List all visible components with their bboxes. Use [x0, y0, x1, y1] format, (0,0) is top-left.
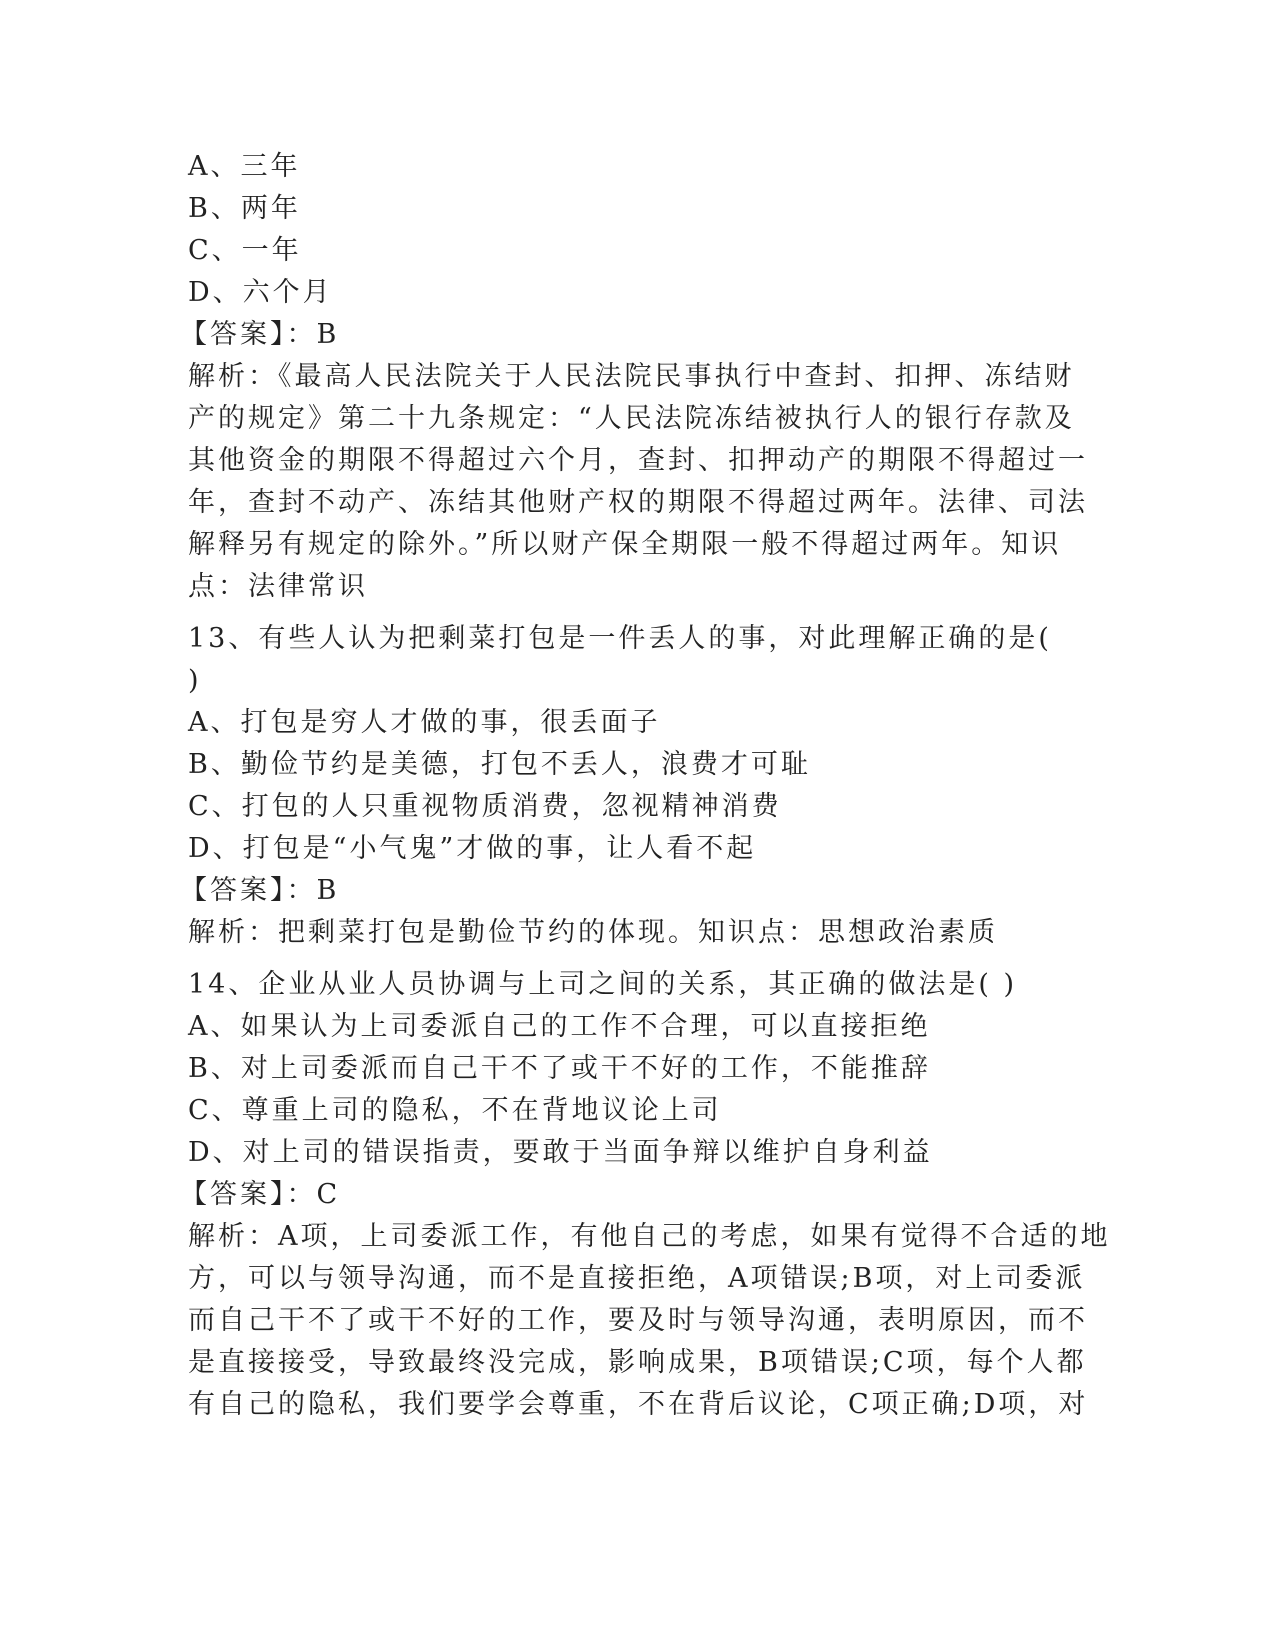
q12-analysis-line: 解释另有规定的除外。”所以财产保全期限一般不得超过两年。知识	[188, 529, 1062, 560]
q12-analysis-line: 点：法律常识	[188, 571, 368, 602]
q12-answer: 【答案】：B	[180, 319, 340, 350]
q13-option-d: D、打包是“小气鬼”才做的事，让人看不起	[188, 833, 757, 864]
q14-analysis-line: 方，可以与领导沟通，而不是直接拒绝，A项错误;B项，对上司委派	[188, 1263, 1086, 1294]
q13-answer: 【答案】：B	[180, 875, 340, 906]
q14-option-b: B、对上司委派而自己干不了或干不好的工作，不能推辞	[188, 1053, 931, 1084]
q13-option-b: B、勤俭节约是美德，打包不丢人，浪费才可耻	[188, 749, 811, 780]
q12-option-a: A、三年	[188, 151, 301, 182]
q14-option-a: A、如果认为上司委派自己的工作不合理，可以直接拒绝	[188, 1011, 931, 1042]
q14-analysis-line: 解析：A项，上司委派工作，有他自己的考虑，如果有觉得不合适的地	[188, 1221, 1111, 1252]
q12-option-c: C、一年	[188, 235, 302, 266]
question-14	[180, 964, 1111, 1426]
q13-question-line: )	[188, 665, 202, 696]
document-body	[180, 146, 1111, 1426]
q13-option-c: C、打包的人只重视物质消费，忽视精神消费	[188, 791, 782, 822]
q14-option-c: C、尊重上司的隐私，不在背地议论上司	[188, 1095, 722, 1126]
spacer	[188, 608, 1088, 618]
q14-analysis-line: 是直接接受，导致最终没完成，影响成果，B项错误;C项，每个人都	[188, 1347, 1087, 1378]
q14-option-d: D、对上司的错误指责，要敢于当面争辩以维护自身利益	[188, 1137, 933, 1168]
question-13	[180, 618, 1088, 954]
q12-analysis-line: 年，查封不动产、冻结其他财产权的期限不得超过两年。法律、司法	[188, 487, 1088, 518]
q12-option-d: D、六个月	[188, 277, 333, 308]
q12-option-b: B、两年	[188, 193, 301, 224]
q14-answer: 【答案】：C	[180, 1179, 341, 1210]
spacer	[188, 954, 1088, 964]
q14-analysis-line: 而自己干不了或干不好的工作，要及时与领导沟通，表明原因，而不	[188, 1305, 1088, 1336]
q12-analysis-line: 其他资金的期限不得超过六个月，查封、扣押动产的期限不得超过一	[188, 445, 1088, 476]
question-12	[180, 146, 1088, 608]
q12-analysis-line: 产的规定》第二十九条规定：“人民法院冻结被执行人的银行存款及	[188, 403, 1075, 434]
q12-analysis-line: 解析：《最高人民法院关于人民法院民事执行中查封、扣押、冻结财	[188, 361, 1075, 392]
q14-analysis-line: 有自己的隐私，我们要学会尊重，不在背后议论，C项正确;D项，对	[188, 1389, 1089, 1420]
q13-analysis-line: 解析：把剩菜打包是勤俭节约的体现。知识点：思想政治素质	[188, 917, 998, 948]
q13-option-a: A、打包是穷人才做的事，很丢面子	[188, 707, 661, 738]
q14-question-line: 14、企业从业人员协调与上司之间的关系，其正确的做法是( )	[188, 969, 1018, 1000]
q13-question-line: 13、有些人认为把剩菜打包是一件丢人的事，对此理解正确的是(	[188, 623, 1052, 654]
